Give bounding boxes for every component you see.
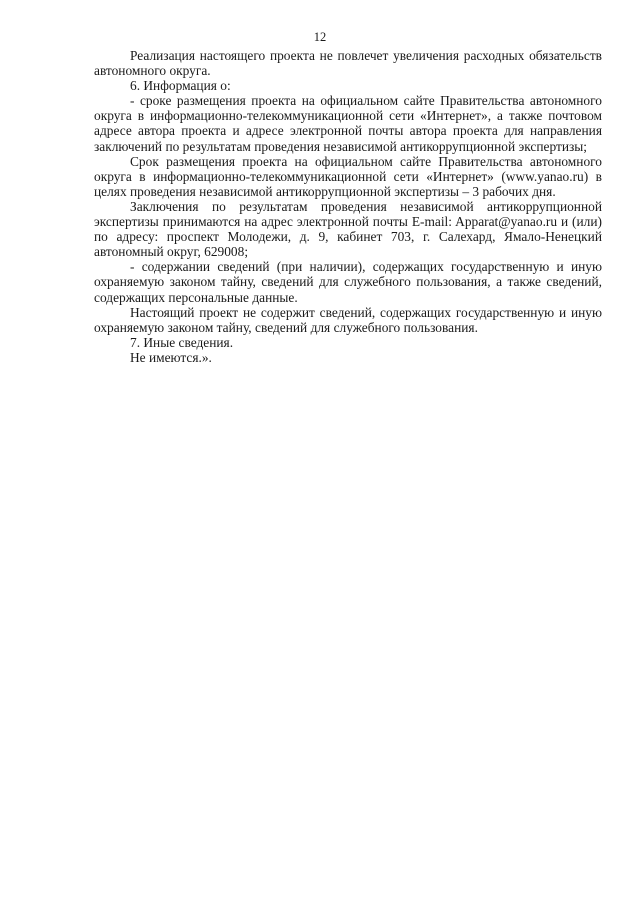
page-number: 12 <box>313 30 327 44</box>
paragraph-none: Не имеются.». <box>130 349 212 365</box>
paragraph-no-secret-info: Настоящий проект не содержит сведений, содержащих государственную и иную охраняемую законом тайну, сведений для служебного пользования. <box>94 304 602 335</box>
paragraph-conclusions-address: Заключения по результатам проведения независимой антикоррупционной экспертизы принимаются на адрес электронной почты E-mail: Apparat@yanao.ru и (или) по адресу: проспект Молодежи, д. 9, кабинет 703, г. Салехард, Ямало-Ненецкий автономный округ, 629008; <box>94 198 602 260</box>
paragraph-placement-term: Срок размещения проекта на официальном сайте Правительства автономного округа в информационно-телекоммуникационной сети «Интернет» (www.yanao.ru) в целях проведения независимой антикоррупционной экспертизы – 3 рабочих дня. <box>94 153 602 199</box>
paragraph-financial-implications: Реализация настоящего проекта не повлечет увеличения расходных обязательств автономного округа. <box>94 48 602 79</box>
document-body <box>94 48 602 365</box>
list-item-secret-info: - содержании сведений (при наличии), содержащих государственную и иную охраняемую законом тайну, сведений для служебного пользования, а также сведений, содержащих персональные данные. <box>94 259 602 305</box>
list-item-placement-term: - сроке размещения проекта на официальном сайте Правительства автономного округа в информационно-телекоммуникационной сети «Интернет», а также почтовом адресе автора проекта и адресе электронной почты автора проекта для направления заключений по результатам проведения независимой антикоррупционной экспертизы; <box>94 93 602 154</box>
section-6-heading: 6. Информация о: <box>130 78 231 94</box>
section-7-heading: 7. Иные сведения. <box>130 334 234 350</box>
